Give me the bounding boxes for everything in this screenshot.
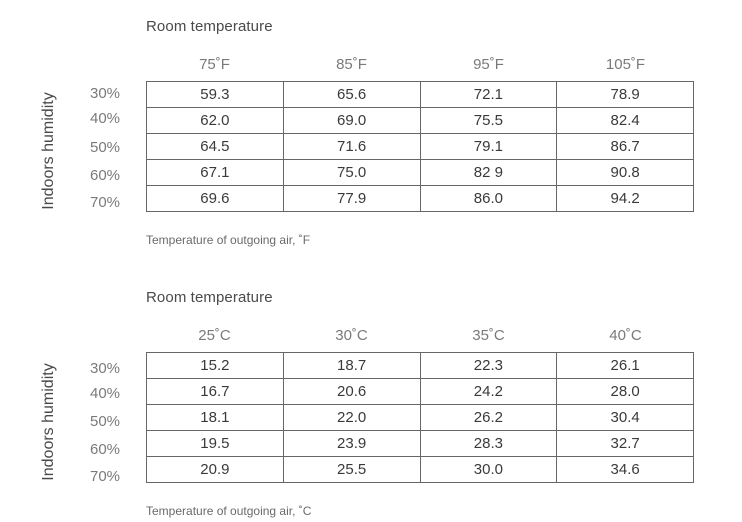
table-cell: 82 9 [420,160,557,186]
row-label: 50% [90,139,121,156]
table-cell: 34.6 [557,457,694,483]
table-cell: 72.1 [420,82,557,108]
table-cell: 28.3 [420,431,557,457]
table-cell: 69.0 [283,108,420,134]
column-header: 35˚C [472,327,505,344]
table-row [147,457,694,483]
row-label: 70% [90,194,121,211]
table-cell: 22.0 [283,405,420,431]
row-label: 60% [90,167,121,184]
column-header: 25˚C [198,327,231,344]
table-row [147,353,694,379]
temperature-grid [146,81,694,212]
table-cell: 82.4 [557,108,694,134]
table-cell: 62.0 [147,108,284,134]
table-cell: 15.2 [147,353,284,379]
table-cell: 25.5 [283,457,420,483]
column-header: 105˚F [605,56,646,73]
table-cell: 65.6 [283,82,420,108]
humidity-axis-label [39,352,59,492]
table-cell: 78.9 [557,82,694,108]
table-cell: 75.5 [420,108,557,134]
table-cell: 86.7 [557,134,694,160]
table-cell: 28.0 [557,379,694,405]
table-cell: 32.7 [557,431,694,457]
table-cell: 20.6 [283,379,420,405]
row-labels [90,81,140,221]
table-row [147,405,694,431]
row-labels [90,352,140,492]
table-cell: 16.7 [147,379,284,405]
column-header: 95˚F [473,56,504,73]
row-label: 50% [90,413,121,430]
column-header: 30˚C [335,327,368,344]
room-temperature-title: Room temperature [146,18,273,35]
table-cell: 86.0 [420,186,557,212]
humidity-axis-text: Indoors humidity [40,92,57,210]
row-label: 40% [90,385,121,402]
row-label: 70% [90,468,121,485]
table-cell: 22.3 [420,353,557,379]
table-cell: 18.7 [283,353,420,379]
table-cell: 69.6 [147,186,284,212]
table-row [147,186,694,212]
table-cell: 71.6 [283,134,420,160]
footnote: Temperature of outgoing air, ˚F [146,233,311,247]
table-cell: 75.0 [283,160,420,186]
table-cell: 19.5 [147,431,284,457]
column-headers [146,327,694,347]
column-header: 75˚F [199,56,230,73]
table-cell: 30.4 [557,405,694,431]
humidity-axis-text: Indoors humidity [40,363,57,481]
humidity-axis-label [39,81,59,221]
table-row [147,160,694,186]
table-cell: 26.1 [557,353,694,379]
table-cell: 18.1 [147,405,284,431]
table-cell: 30.0 [420,457,557,483]
row-label: 30% [90,85,121,102]
column-header: 85˚F [336,56,367,73]
table-row [147,134,694,160]
footnote: Temperature of outgoing air, ˚C [146,504,312,518]
row-label: 40% [90,110,121,127]
table-cell: 20.9 [147,457,284,483]
column-header: 40˚C [609,327,642,344]
table-cell: 90.8 [557,160,694,186]
table-row [147,108,694,134]
temperature-grid [146,352,694,483]
column-headers [146,56,694,76]
table-cell: 77.9 [283,186,420,212]
table-cell: 67.1 [147,160,284,186]
row-label: 60% [90,441,121,458]
table-cell: 23.9 [283,431,420,457]
table-row [147,379,694,405]
room-temperature-title: Room temperature [146,289,273,306]
table-cell: 94.2 [557,186,694,212]
table-cell: 79.1 [420,134,557,160]
table-row [147,82,694,108]
row-label: 30% [90,360,121,377]
table-cell: 24.2 [420,379,557,405]
table-cell: 64.5 [147,134,284,160]
table-cell: 26.2 [420,405,557,431]
table-row [147,431,694,457]
table-cell: 59.3 [147,82,284,108]
